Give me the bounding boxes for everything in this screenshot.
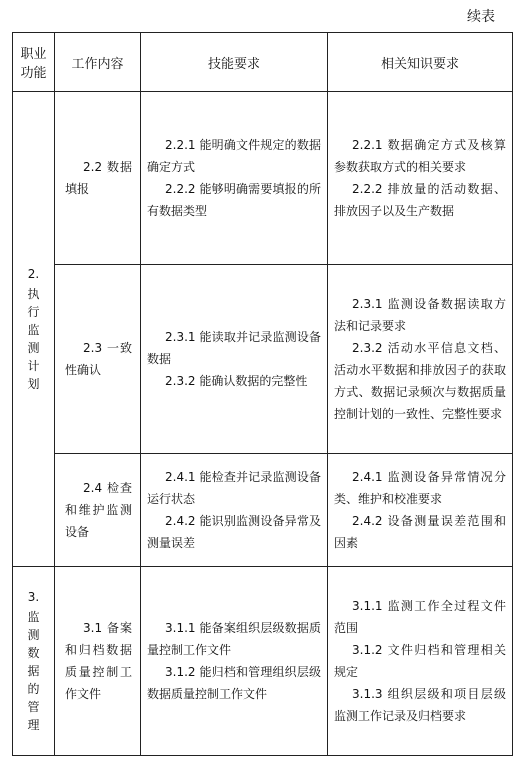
skills-cell (141, 454, 328, 567)
function-name: 执行监测计划 (27, 287, 40, 391)
knowledge-cell (328, 454, 513, 567)
function-name: 监测数据的管理 (27, 610, 40, 732)
knowledge-item: 3.1.2 文件归档和管理相关规定 (334, 643, 506, 679)
work-content-cell (55, 454, 141, 567)
function-cell-3 (13, 567, 55, 756)
work-content: 2.4 检查和维护监测设备 (65, 481, 132, 539)
skill-item: 3.1.2 能归档和管理组织层级数据质量控制工作文件 (147, 665, 321, 701)
skill-item: 2.2.1 能明确文件规定的数据确定方式 (147, 138, 321, 174)
knowledge-item: 2.4.1 监测设备异常情况分类、维护和校准要求 (334, 470, 506, 506)
skill-item: 2.3.1 能读取并记录监测设备数据 (147, 330, 321, 366)
skill-item: 2.2.2 能够明确需要填报的所有数据类型 (147, 182, 321, 218)
work-content: 3.1 备案和归档数据质量控制工作文件 (65, 621, 132, 701)
work-content: 2.2 数据填报 (65, 160, 132, 196)
work-content: 2.3 一致性确认 (65, 341, 132, 377)
header-content: 工作内容 (55, 33, 141, 92)
knowledge-item: 3.1.1 监测工作全过程文件范围 (334, 599, 506, 635)
table-row (13, 92, 513, 265)
header-function-line-1: 职业 (20, 47, 47, 62)
knowledge-cell (328, 567, 513, 756)
header-function-line-2: 功能 (20, 66, 47, 81)
knowledge-item: 2.2.1 数据确定方式及核算参数获取方式的相关要求 (334, 138, 506, 174)
table-row (13, 567, 513, 756)
knowledge-cell (328, 265, 513, 454)
header-row (13, 33, 513, 92)
skill-item: 2.4.1 能检查并记录监测设备运行状态 (147, 470, 321, 506)
function-number: 3. (27, 590, 40, 604)
skills-cell (141, 567, 328, 756)
knowledge-item: 2.2.2 排放量的活动数据、排放因子以及生产数据 (334, 182, 506, 218)
table-row (13, 454, 513, 567)
function-cell-2 (13, 92, 55, 567)
header-knowledge: 相关知识要求 (328, 33, 513, 92)
skills-cell (141, 265, 328, 454)
continued-label: 续表 (467, 9, 495, 25)
knowledge-item: 3.1.3 组织层级和项目层级监测工作记录及归档要求 (334, 687, 506, 723)
skill-item: 2.4.2 能识别监测设备异常及测量误差 (147, 514, 321, 550)
knowledge-item: 2.4.2 设备测量误差范围和因素 (334, 514, 506, 550)
knowledge-item: 2.3.1 监测设备数据读取方法和记录要求 (334, 297, 506, 333)
work-content-cell (55, 567, 141, 756)
occupation-standard-table (12, 32, 513, 756)
work-content-cell (55, 92, 141, 265)
skill-item: 3.1.1 能备案组织层级数据质量控制工作文件 (147, 621, 321, 657)
knowledge-cell (328, 92, 513, 265)
header-function (13, 33, 55, 92)
skills-cell (141, 92, 328, 265)
header-skills: 技能要求 (141, 33, 328, 92)
skill-item: 2.3.2 能确认数据的完整性 (165, 374, 308, 388)
function-number: 2. (27, 267, 40, 281)
table-row (13, 265, 513, 454)
knowledge-item: 2.3.2 活动水平信息文档、活动水平数据和排放因子的获取方式、数据记录频次与数据质量控制计划的一致性、完整性要求 (334, 341, 506, 421)
work-content-cell (55, 265, 141, 454)
